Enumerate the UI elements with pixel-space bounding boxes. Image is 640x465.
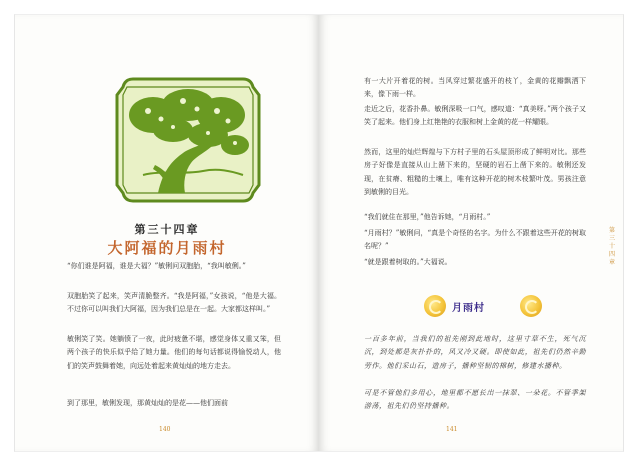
chapter-side-tab: 第三十四章 bbox=[608, 227, 615, 266]
paragraph: “你们谁是阿福，谁是大福？”敏俐问双胞胎，“我叫敏俐。” bbox=[67, 262, 246, 270]
paragraph: 走近之后，花香扑鼻。敏俐深吸一口气，感叹道：“真美呀。”两个孩子又笑了起来。他们身上红艳艳的衣服和树上金黄的花一样耀眼。 bbox=[364, 105, 586, 127]
chapter-number: 第三十四章 bbox=[134, 223, 200, 236]
paragraph: 有一大片开着花的树。当风穿过繁花盛开的枝丫，金黄的花瓣飘洒下来，像下雨一样。 bbox=[364, 77, 586, 99]
paragraph: 敏俐笑了笑。她躺愤了一夜，此时疲惫不堪，感觉身体又重又笨，但两个孩子的快乐似乎给了她力量。他们的每句话都说得愉悦动人，他们的笑声鼓舞着她，向远处着起来黄灿灿的地方走去。 bbox=[67, 335, 281, 370]
paragraph: 到了那里，敏俐发现，那黄灿灿的是花——他们面前 bbox=[67, 399, 228, 407]
chapter-title: 大阿福的月雨村 bbox=[107, 239, 227, 257]
left-page bbox=[14, 14, 319, 452]
gold-coin-icon bbox=[424, 295, 446, 317]
page-number: 140 bbox=[159, 426, 171, 433]
paragraph: 一百多年前，当我们的祖先刚到此地时，这里寸草不生，死气沉沉，到处都是灰扑扑的，风又冷又硬。即使如此，祖先们仍然辛勤劳作。他们采山石，造房子，播种坚韧的棉树，修建水播种。 bbox=[364, 335, 586, 370]
tree-papercut-illustration bbox=[113, 75, 263, 205]
gold-coin-icon bbox=[520, 295, 542, 317]
paragraph: 可是不管他们多用心，地里都不愿长出一抹翠、一朵花。不管季架游荡，祖先们仍坚持播种。 bbox=[364, 389, 586, 411]
section-title: 月雨村 bbox=[452, 303, 485, 314]
right-page bbox=[318, 14, 624, 452]
paragraph: 双胞胎笑了起来，笑声清脆整齐。“我是阿福，”女孩说，“他是大福。不过你可以叫我们大阿福，因为我们总是在一起。大家都这样叫。” bbox=[67, 292, 281, 314]
page-number: 141 bbox=[446, 426, 458, 433]
paragraph: “我们就住在那里，”他告诉她，“月雨村。” bbox=[364, 213, 491, 221]
paragraph: “就是跟着树取的。”大福说。 bbox=[364, 258, 452, 266]
paragraph: 然而，这里的灿烂辉煌与下方村子里的石头屋顶形成了鲜明对比。那些房子好像是直接从山上凿下来的，坚硬的岩石上凿下来的。敏俐还发现，在贫瘠、粗糙的土壤上，唯有这种开花的树木枝繁叶茂。男孩注意到敏俐的目光。 bbox=[364, 148, 586, 196]
paragraph: “月雨村？”敏俐问，“真是个奇怪的名字。为什么不跟着这些开花的树取名呢？” bbox=[364, 229, 586, 251]
section-heading bbox=[416, 293, 556, 319]
